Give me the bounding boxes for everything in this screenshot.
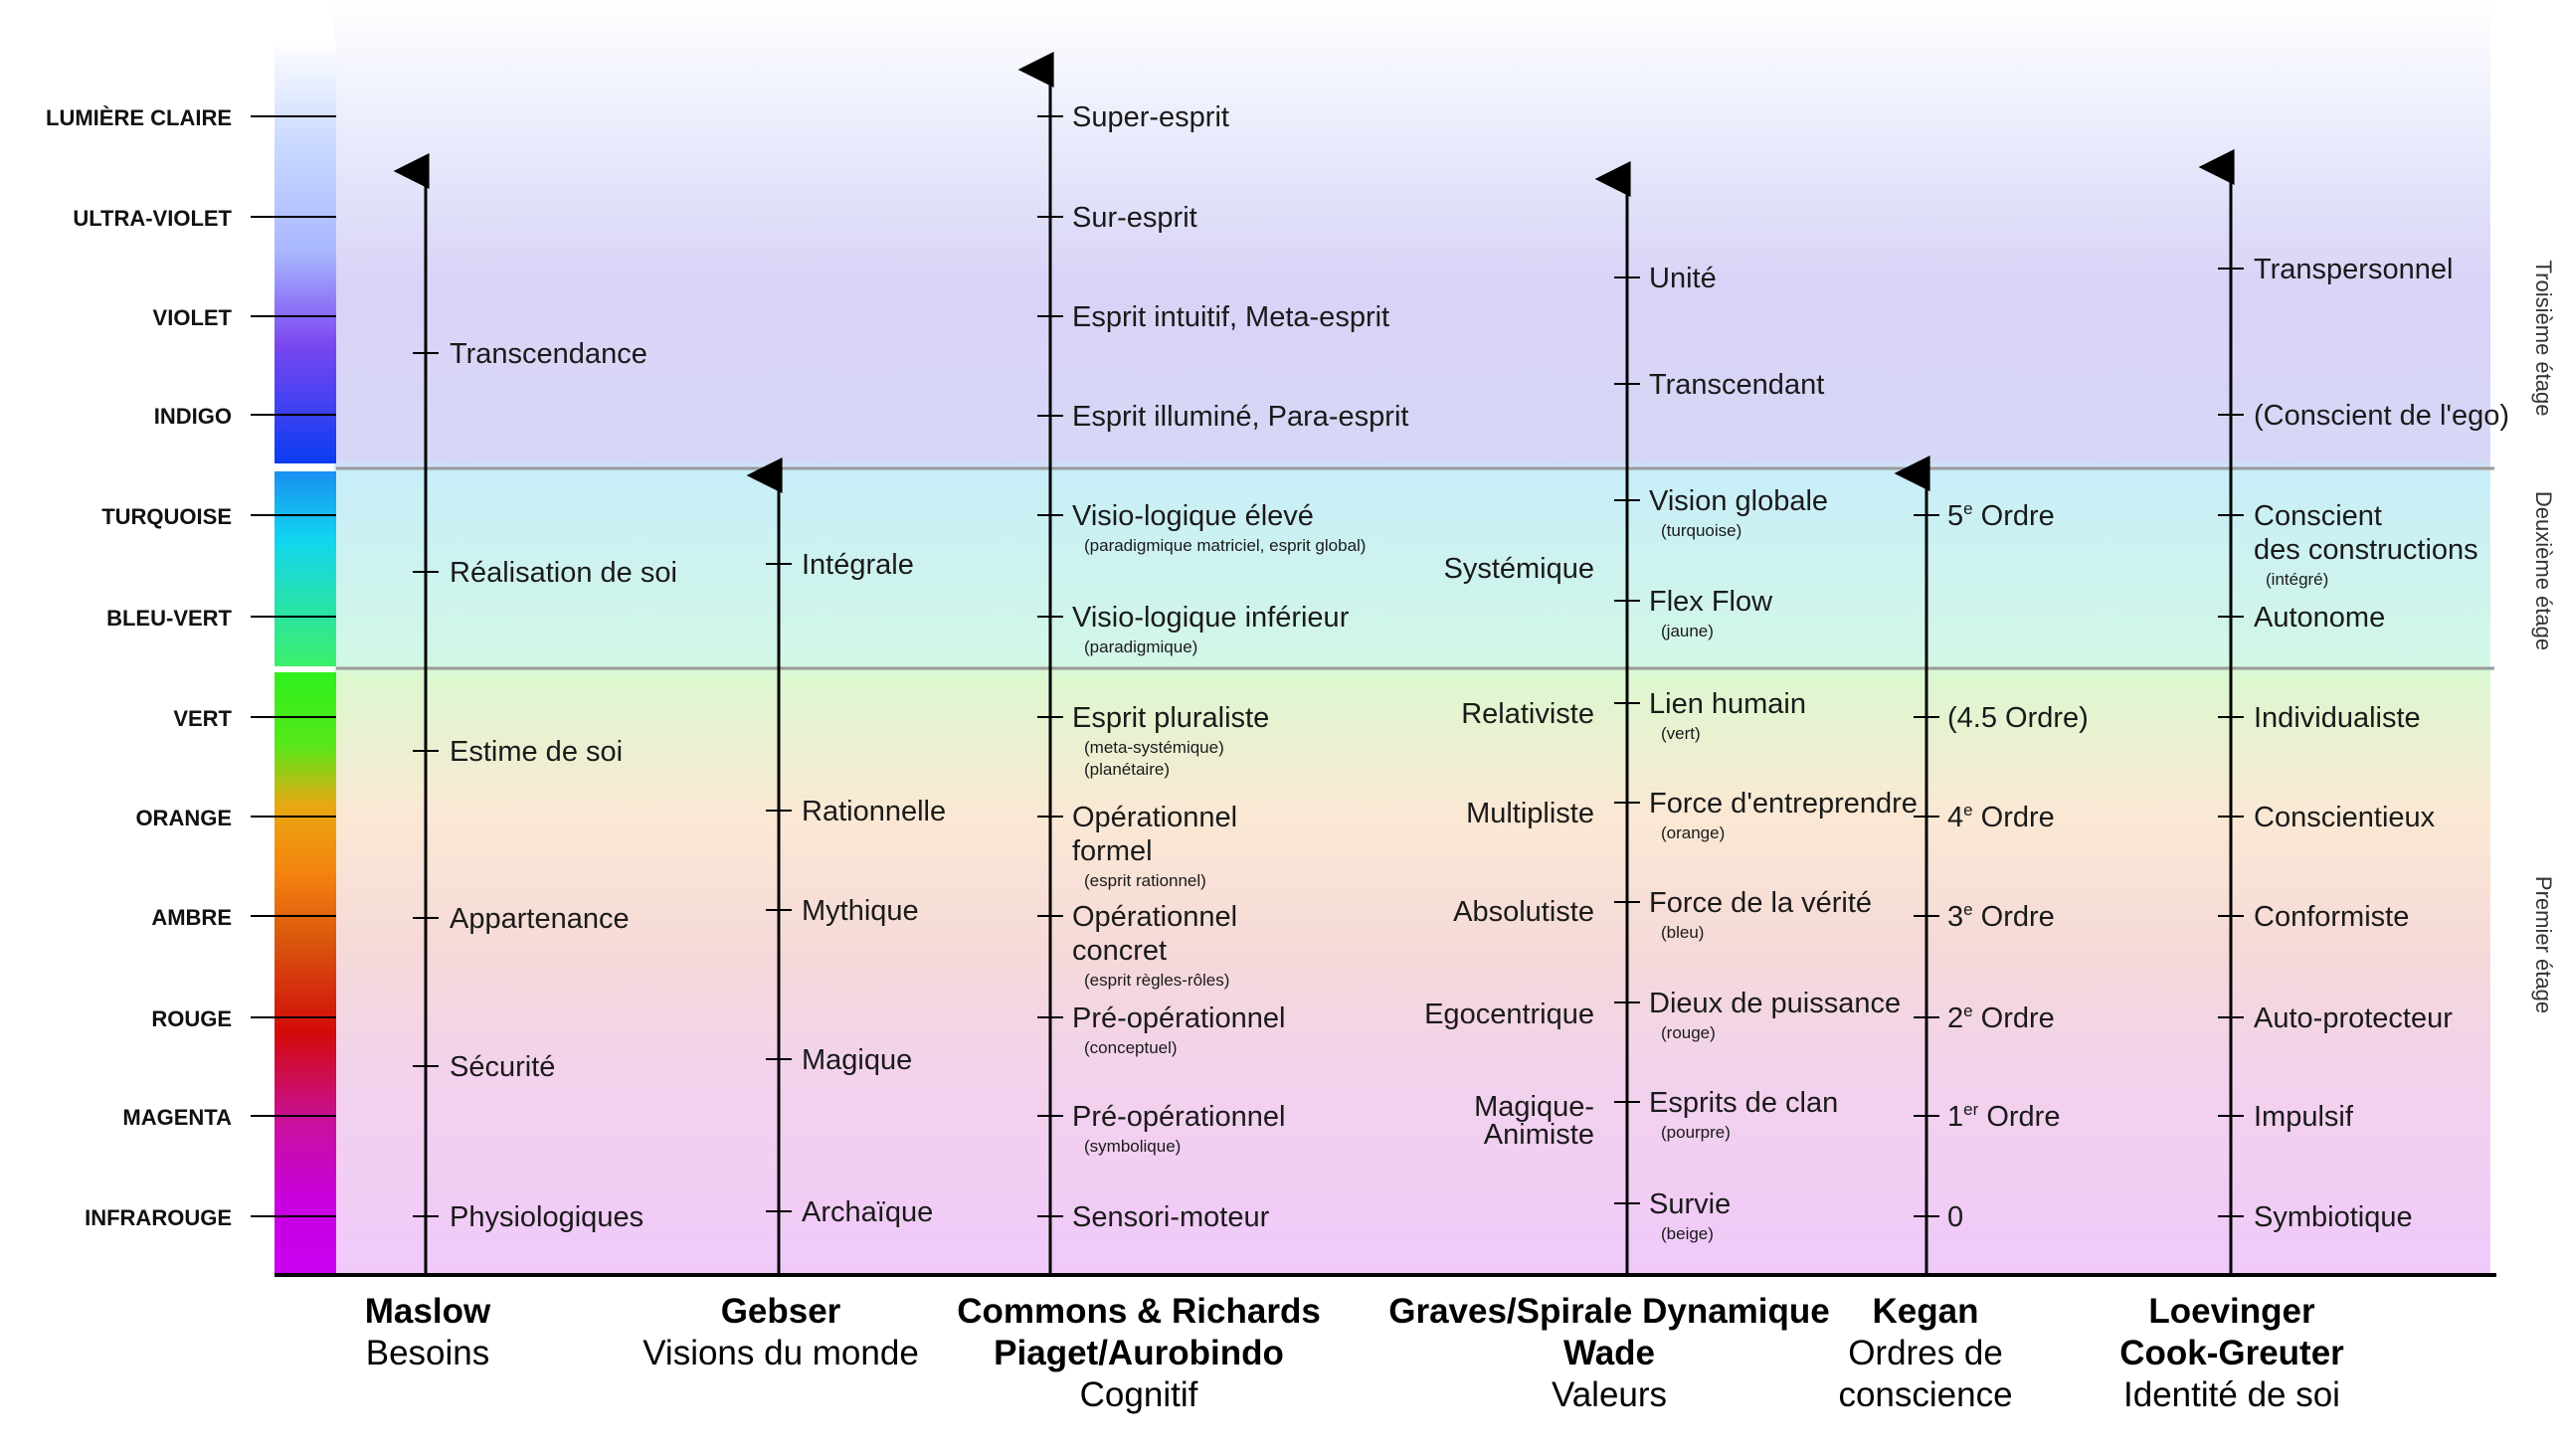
stage-label: 2e Ordre — [1947, 1001, 2055, 1034]
level-label: VIOLET — [152, 305, 232, 330]
stage-label: Sensori-moteur — [1072, 1201, 1270, 1233]
tier-label-first: Premier étage — [2531, 875, 2556, 1014]
level-label: INFRAROUGE — [85, 1205, 232, 1230]
column-title: Cook-Greuter — [2119, 1334, 2344, 1372]
column-title: Commons & Richards — [957, 1292, 1321, 1331]
wade-label: Relativiste — [1461, 698, 1594, 730]
stage-note: (esprit règles-rôles) — [1084, 971, 1230, 990]
level-label: INDIGO — [153, 404, 232, 429]
stage-label: Pré-opérationnel — [1072, 1002, 1286, 1034]
column-title: Gebser — [720, 1292, 841, 1331]
stage-label: Conformiste — [2254, 901, 2410, 933]
stage-label: Auto-protecteur — [2254, 1002, 2453, 1034]
level-label: VERT — [173, 706, 232, 731]
column-subtitle: conscience — [1838, 1375, 2013, 1414]
stage-label: Transcendance — [450, 338, 647, 370]
stage-note: (paradigmique matriciel, esprit global) — [1084, 536, 1367, 555]
column-title: Loevinger — [2148, 1292, 2315, 1331]
level-label: ULTRA-VIOLET — [73, 206, 232, 231]
stage-note: (vert) — [1661, 724, 1701, 743]
level-label: BLEU-VERT — [106, 606, 232, 631]
color-bar-third-tier — [275, 40, 336, 463]
tier-label-third: Troisième étage — [2531, 260, 2556, 417]
tier-label-second: Deuxième étage — [2531, 490, 2556, 651]
stage-label: Lien humain — [1649, 688, 1806, 720]
stage-label: Opérationnel — [1072, 901, 1238, 933]
stage-label: Opérationnel — [1072, 802, 1238, 833]
column-title: Piaget/Aurobindo — [994, 1334, 1284, 1372]
tier-labels — [2531, 261, 2556, 1014]
column-subtitle: Valeurs — [1551, 1375, 1668, 1414]
stage-label: Transpersonnel — [2254, 254, 2454, 285]
column-subtitle: Ordres de — [1848, 1334, 2003, 1372]
stage-item — [1037, 301, 1389, 333]
stage-label: Esprit illuminé, Para-esprit — [1072, 401, 1409, 433]
stage-label: (4.5 Ordre) — [1947, 702, 2089, 734]
column-subtitle: Besoins — [365, 1334, 490, 1372]
stage-label: Force d'entreprendre — [1649, 788, 1918, 819]
stage-label: (Conscient de l'ego) — [2254, 400, 2510, 432]
stage-label: 1er Ordre — [1947, 1100, 2061, 1133]
stage-label: 0 — [1947, 1201, 1964, 1233]
column-title: Kegan — [1872, 1292, 1979, 1331]
stage-label: Conscientieux — [2254, 802, 2436, 833]
wade-label: Egocentrique — [1424, 999, 1594, 1030]
stage-item — [2218, 1002, 2453, 1034]
wade-label: Systémique — [1443, 553, 1594, 585]
stage-label: Appartenance — [450, 903, 630, 935]
background-band — [334, 0, 2490, 1276]
stage-note: (pourpre) — [1661, 1123, 1731, 1142]
stage-label: Survie — [1649, 1188, 1732, 1220]
stage-note: (orange) — [1661, 823, 1726, 842]
wade-label: Multipliste — [1466, 798, 1594, 829]
level-label: MAGENTA — [122, 1105, 232, 1130]
color-bar-second-tier — [275, 471, 336, 666]
stage-label: Réalisation de soi — [450, 557, 677, 589]
stage-label-line2: formel — [1072, 835, 1153, 867]
stage-label: Magique — [802, 1044, 913, 1076]
wade-label: Absolutiste — [1453, 896, 1594, 928]
stage-label: Transcendant — [1649, 369, 1825, 401]
stage-note: (conceptuel) — [1084, 1038, 1178, 1057]
level-label: ORANGE — [135, 806, 232, 830]
stage-note: (symbolique) — [1084, 1137, 1182, 1156]
stage-label: Physiologiques — [450, 1201, 644, 1233]
column-title: Wade — [1562, 1334, 1656, 1372]
stage-note: (esprit rationnel) — [1084, 871, 1206, 890]
stage-label: Mythique — [802, 895, 919, 927]
stage-label: Rationnelle — [802, 796, 947, 827]
color-bar-first-tier — [275, 672, 336, 1275]
stage-label: Visio-logique élevé — [1072, 500, 1314, 532]
stage-item — [1037, 401, 1408, 433]
stage-label: Symbiotique — [2254, 1201, 2413, 1233]
stage-note: (rouge) — [1661, 1023, 1716, 1042]
stage-label-line2: concret — [1072, 935, 1168, 967]
stage-label: Force de la vérité — [1649, 887, 1873, 919]
stage-label: Archaïque — [802, 1196, 934, 1228]
stage-note: (paradigmique) — [1084, 637, 1198, 656]
stage-note: (bleu) — [1661, 923, 1705, 942]
level-label: TURQUOISE — [101, 504, 232, 529]
stage-label: Esprit intuitif, Meta-esprit — [1072, 301, 1390, 333]
stage-note: (intégré) — [2266, 570, 2329, 589]
column-title: Graves/Spirale Dynamique — [1388, 1292, 1830, 1331]
color-bar — [275, 40, 336, 1275]
stage-label: 4e Ordre — [1947, 801, 2055, 833]
stage-item — [413, 557, 677, 589]
stage-label: Sur-esprit — [1072, 202, 1197, 234]
stage-label: Autonome — [2254, 602, 2386, 634]
column-subtitle: Visions du monde — [642, 1334, 919, 1372]
stage-note: (turquoise) — [1661, 521, 1742, 540]
level-label: LUMIÈRE CLAIRE — [46, 105, 232, 130]
stage-label: 3e Ordre — [1947, 900, 2055, 933]
column-title: Maslow — [364, 1292, 491, 1331]
stage-label: Esprit pluraliste — [1072, 702, 1270, 734]
stage-label: Intégrale — [802, 549, 914, 581]
stage-label: Unité — [1649, 263, 1717, 294]
stage-label: Esprits de clan — [1649, 1087, 1839, 1119]
stage-label: Flex Flow — [1649, 586, 1773, 618]
stage-item — [1037, 1201, 1270, 1233]
column-headers — [365, 1292, 2344, 1414]
column-subtitle: Identité de soi — [2123, 1375, 2340, 1414]
wade-label-line2: Animiste — [1483, 1119, 1594, 1151]
stage-label-line2: des constructions — [2254, 534, 2478, 566]
stage-label: Individualiste — [2254, 702, 2421, 734]
stage-label: Super-esprit — [1072, 101, 1229, 133]
stage-item — [2218, 400, 2509, 432]
stage-item — [2218, 254, 2453, 285]
stage-label: Impulsif — [2254, 1101, 2353, 1133]
level-label: AMBRE — [151, 905, 232, 930]
stage-note: (meta-systémique) — [1084, 738, 1224, 757]
stage-label: Pré-opérationnel — [1072, 1101, 1286, 1133]
stage-label: 5e Ordre — [1947, 499, 2055, 532]
stage-note: (beige) — [1661, 1224, 1714, 1243]
wade-label: Magique- — [1474, 1091, 1594, 1123]
stage-note: (jaune) — [1661, 622, 1714, 640]
stage-label: Vision globale — [1649, 485, 1829, 517]
stage-label: Estime de soi — [450, 736, 624, 768]
column-subtitle: Cognitif — [1079, 1375, 1198, 1414]
level-label: ROUGE — [151, 1006, 232, 1031]
stage-note-line2: (planétaire) — [1084, 760, 1170, 779]
stage-label: Sécurité — [450, 1051, 556, 1083]
stage-label: Dieux de puissance — [1649, 988, 1902, 1019]
stage-label: Conscient — [2254, 500, 2382, 532]
stage-label: Visio-logique inférieur — [1072, 602, 1350, 634]
